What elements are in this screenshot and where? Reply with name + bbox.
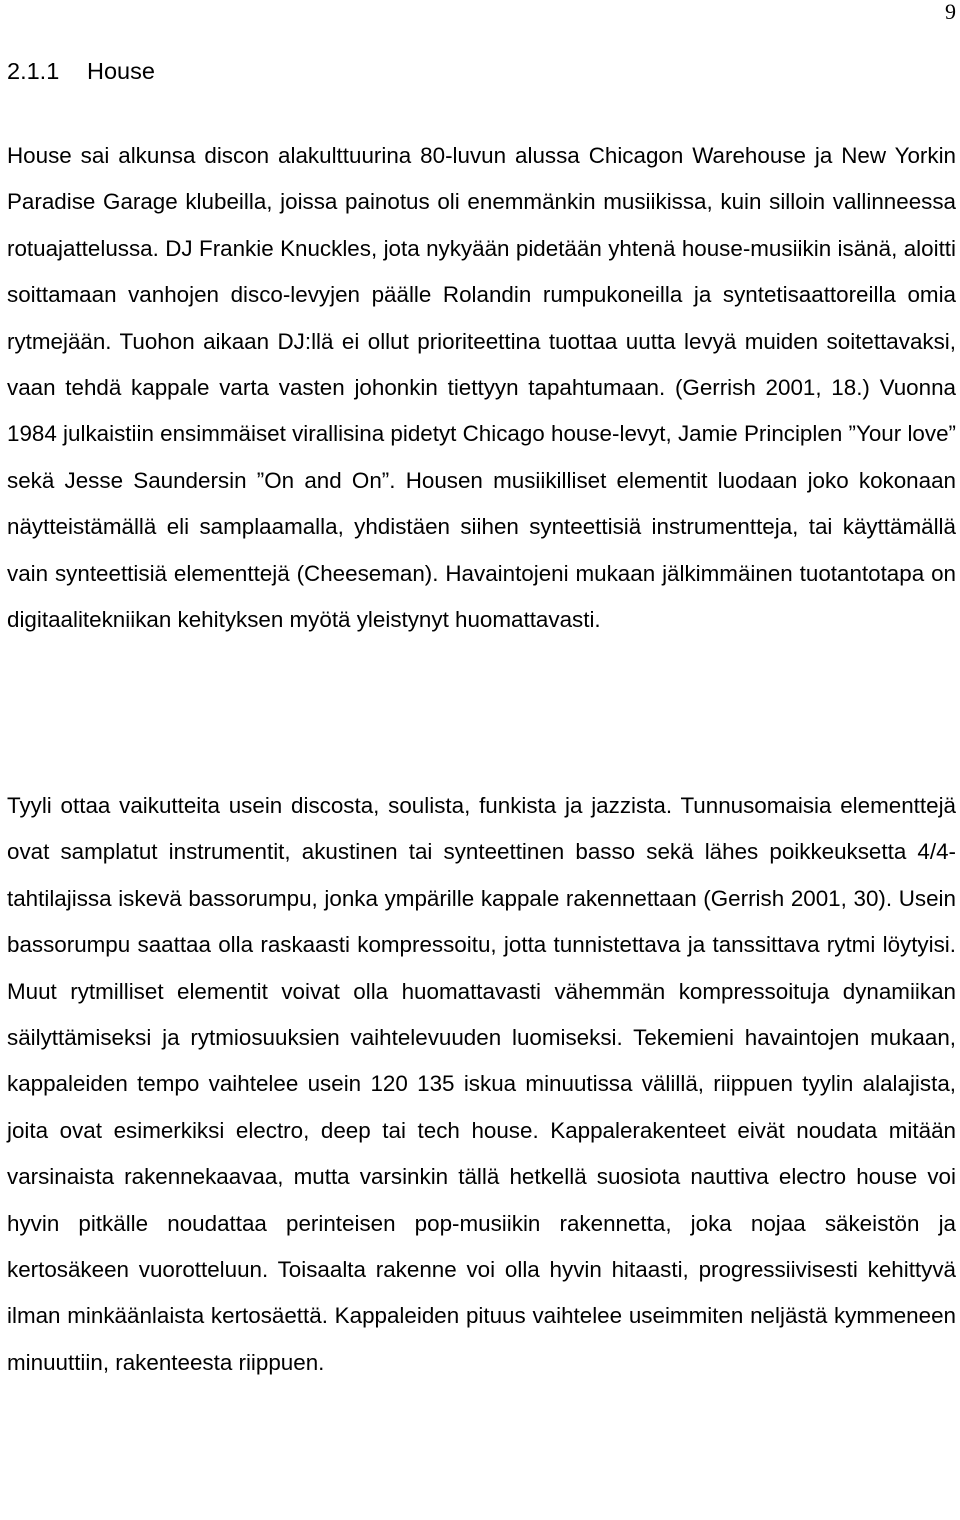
body-paragraph: Tyyli ottaa vaikutteita usein discosta, soulista, funkista ja jazzista. Tunnusomaisia elementtejä ovat samplatut instrumentit, akustinen tai synteettinen basso sekä lähes poikkeuksetta 4/4-tahtilajissa iskevä bassorumpu, jonka ympärille kappale rakennettaan (Gerrish 2001, 30). Usein bassorumpu saattaa olla raskaasti kompressoitu, jotta tunnistettava ja tanssittava rytmi löytyisi. Muut rytmilliset elementit voivat olla huomattavasti vähemmän kompressoituja dynamiikan säilyttämiseksi ja rytmiosuuksien vaihtelevuuden luomiseksi. Tekemieni havaintojen mukaan, kappaleiden tempo vaihtelee usein 120 135 iskua minuutissa välillä, riippuen tyylin alalajista, joita ovat esimerkiksi electro, deep tai tech house. Kappalerakenteet eivät noudata mitään varsinaista rakennekaavaa, mutta varsinkin tällä hetkellä suosiota nauttiva electro house voi hyvin pitkälle noudattaa perinteisen pop-musiikin rakennetta, joka nojaa säkeistön ja kertosäkeen vuorotteluun. Toisaalta rakenne voi olla hyvin hitaasti, progressiivisesti kehittyvä ilman minkäänlaista kertosäettä. Kappaleiden pituus vaihtelee useimmiten neljästä kymmeneen minuuttiin, rakenteesta riippuen. (7, 793, 956, 1375)
section-heading (7, 55, 155, 87)
page-number: 9 (945, 0, 956, 24)
section-title: House (87, 58, 155, 84)
body-paragraph: House sai alkunsa discon alakulttuurina 80-luvun alussa Chicagon Warehouse ja New Yorkin Paradise Garage klubeilla, joissa painotus oli enemmänkin musiikissa, kuin silloin vallinneessa rotuajattelussa. DJ Frankie Knuckles, jota nykyään pidetään yhtenä house-musiikin isänä, aloitti soittamaan vanhojen disco-levyjen päälle Rolandin rumpukoneilla ja syntetisaattoreilla omia rytmejään. Tuohon aikaan DJ:llä ei ollut prioriteettina tuottaa uutta levyä muiden soitettavaksi, vaan tehdä kappale varta vasten johonkin tiettyyn tapahtumaan. (Gerrish 2001, 18.) Vuonna 1984 julkaistiin ensimmäiset virallisina pidetyt Chicago house-levyt, Jamie Principlen ”Your love” sekä Jesse Saundersin ”On and On”. Housen musiikilliset elementit luodaan joko kokonaan näytteistämällä eli samplaamalla, yhdistäen siihen synteettisiä instrumentteja, tai käyttämällä vain synteettisiä elementtejä (Cheeseman). Havaintojeni mukaan jälkimmäinen tuotantotapa on digitaalitekniikan kehityksen myötä yleistynyt huomattavasti. (7, 143, 956, 633)
section-number: 2.1.1 (7, 58, 60, 84)
